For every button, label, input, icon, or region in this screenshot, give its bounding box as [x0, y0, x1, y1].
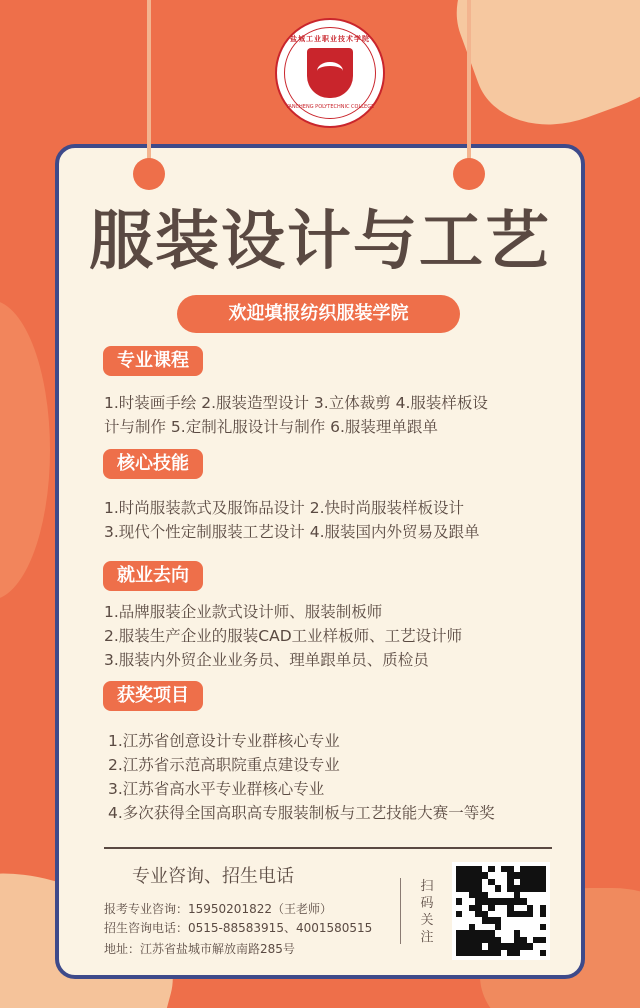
- contact-address: 地址：江苏省盐城市解放南路285号: [104, 942, 295, 956]
- section-line: 3.现代个性定制服装工艺设计 4.服装国内外贸易及跟单: [104, 523, 480, 541]
- footer-separator: [400, 878, 401, 944]
- section-line: 3.江苏省高水平专业群核心专业: [108, 780, 325, 798]
- section-heading-awards: 获奖项目: [103, 681, 203, 711]
- section-body-awards: [108, 729, 568, 825]
- section-heading-employment: 就业去向: [103, 561, 203, 591]
- school-logo: [275, 18, 385, 128]
- hanging-string-left: [147, 0, 151, 170]
- section-line: 2.服装生产企业的服装CAD工业样板师、工艺设计师: [104, 627, 463, 645]
- footer-divider: [104, 847, 552, 849]
- logo-school-name-en: YANCHENG POLYTECHNIC COLLEGE: [285, 104, 375, 110]
- section-heading-courses: 专业课程: [103, 346, 203, 376]
- section-heading-skills: 核心技能: [103, 449, 203, 479]
- decor-blob-top-right: [434, 0, 640, 148]
- peg-right: [453, 158, 485, 190]
- poster-title: 服装设计与工艺: [89, 205, 551, 279]
- logo-school-name: 盐城工业职业技术学院: [290, 35, 370, 43]
- section-body-employment: [104, 600, 564, 672]
- section-line: 4.多次获得全国高职高专服装制板与工艺技能大赛一等奖: [108, 804, 495, 822]
- section-body-skills: [104, 496, 564, 544]
- section-body-courses: [104, 391, 564, 439]
- contact-consult: 报考专业咨询：15950201822（王老师）: [104, 902, 332, 916]
- section-line: 计与制作 5.定制礼服设计与制作 6.服装理单跟单: [104, 418, 438, 436]
- logo-shield-icon: [307, 48, 353, 98]
- section-line: 2.江苏省示范高职院重点建设专业: [108, 756, 340, 774]
- hanging-string-right: [467, 0, 471, 170]
- contact-enroll-phone: 招生咨询电话：0515-88583915、4001580515: [104, 921, 373, 935]
- contact-title: 专业咨询、招生电话: [132, 866, 294, 887]
- section-line: 1.江苏省创意设计专业群核心专业: [108, 732, 340, 750]
- scan-follow-label: 扫码关注: [420, 879, 434, 945]
- section-line: 3.服装内外贸企业业务员、理单跟单员、质检员: [104, 651, 429, 669]
- qr-code-icon[interactable]: [452, 862, 550, 960]
- peg-left: [133, 158, 165, 190]
- section-line: 1.品牌服装企业款式设计师、服装制板师: [104, 603, 383, 621]
- section-line: 1.时装画手绘 2.服装造型设计 3.立体裁剪 4.服装样板设: [104, 394, 488, 412]
- welcome-banner: 欢迎填报纺织服装学院: [177, 295, 460, 333]
- section-line: 1.时尚服装款式及服饰品设计 2.快时尚服装样板设计: [104, 499, 465, 517]
- decor-blob-mid-left: [0, 300, 50, 600]
